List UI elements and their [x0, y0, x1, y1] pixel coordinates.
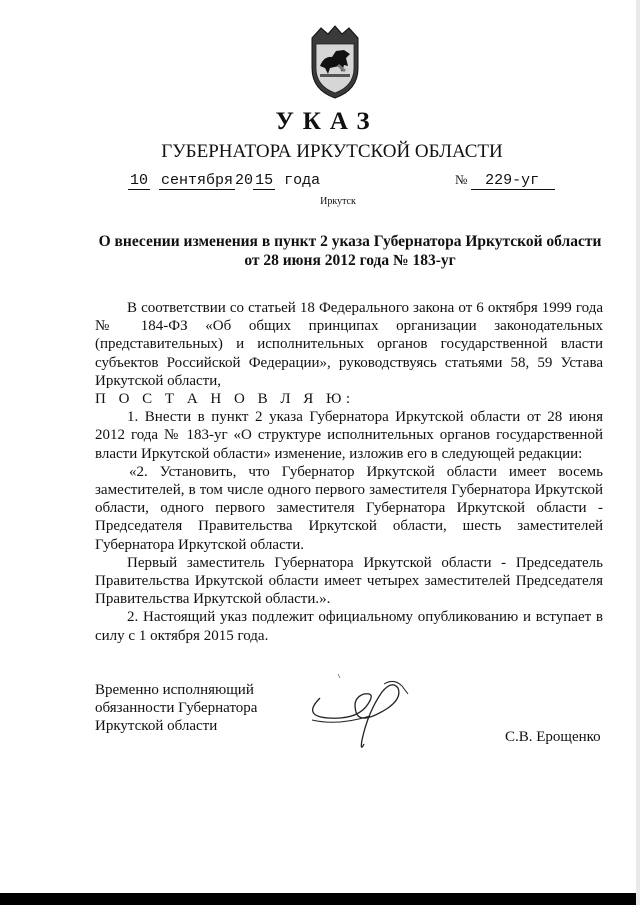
date-suffix: года: [284, 172, 321, 189]
decree-date: [128, 172, 320, 189]
position-line-1: Временно исполняющий: [95, 682, 254, 698]
number-value: 229-уг: [471, 172, 555, 190]
document-type-title: УКАЗ: [275, 108, 379, 135]
heading-line-1: О внесении изменения в пункт 2 указа Губернатора Иркутской области: [98, 233, 602, 250]
number-label: №: [455, 172, 468, 187]
handwritten-signature: [298, 668, 422, 754]
scan-bottom-edge: [0, 893, 640, 905]
decree-heading: [95, 232, 605, 270]
date-year-prefix: 20: [235, 172, 254, 189]
date-day: 10: [130, 172, 149, 189]
preamble-paragraph: В соответствии со статьей 18 Федерального закона от 6 октября 1999 года № 184-ФЗ «Об общих принципах организации законодательных (представительных) и исполнительных органов государственной власти субъектов Российской Федерации», руководствуясь статьями 58, 59 Устава Иркутской области,: [95, 300, 603, 389]
date-month: сентября: [161, 172, 234, 189]
position-line-3: Иркутской области: [95, 718, 218, 734]
city-of-issue: Иркутск: [320, 196, 356, 207]
item-1-paragraph: 1. Внести в пункт 2 указа Губернатора Иркутской области от 28 июня 2012 года № 183-уг «О структуре исполнительных органов государственной власти Иркутской области» изменение, изложив его в следующей редакции:: [95, 409, 603, 462]
date-year-suffix: 15: [255, 172, 274, 189]
signatory-position: [95, 681, 257, 735]
issuing-authority: ГУБЕРНАТОРА ИРКУТСКОЙ ОБЛАСТИ: [161, 141, 503, 162]
signatory-name: С.В. Ерощенко: [505, 729, 601, 745]
decree-body: [95, 299, 603, 645]
quote-paragraph-1: «2. Установить, что Губернатор Иркутской области имеет восемь заместителей, в том числе одного первого заместителя Губернатора Иркутской области, одного первого заместителя Губернатора Иркутской области - Председателя Правительства Иркутской области, шесть заместителей Губернатора Иркутской области.: [95, 463, 603, 553]
coat-of-arms-emblem: [306, 24, 364, 99]
scan-right-edge: [636, 0, 640, 905]
heading-line-2: от 28 июня 2012 года № 183-уг: [244, 252, 456, 269]
decree-number: [455, 172, 555, 189]
decree-verb: П О С Т А Н О В Л Я Ю:: [95, 391, 355, 408]
item-2-paragraph: 2. Настоящий указ подлежит официальному опубликованию и вступает в силу с 1 октября 2015 года.: [95, 609, 603, 644]
coat-of-arms-icon: [306, 24, 364, 99]
position-line-2: обязанности Губернатора: [95, 700, 258, 716]
quote-paragraph-2: Первый заместитель Губернатора Иркутской области - Председатель Правительства Иркутской области имеет четырех заместителей Председателя Правительства Иркутской области.».: [95, 554, 603, 608]
